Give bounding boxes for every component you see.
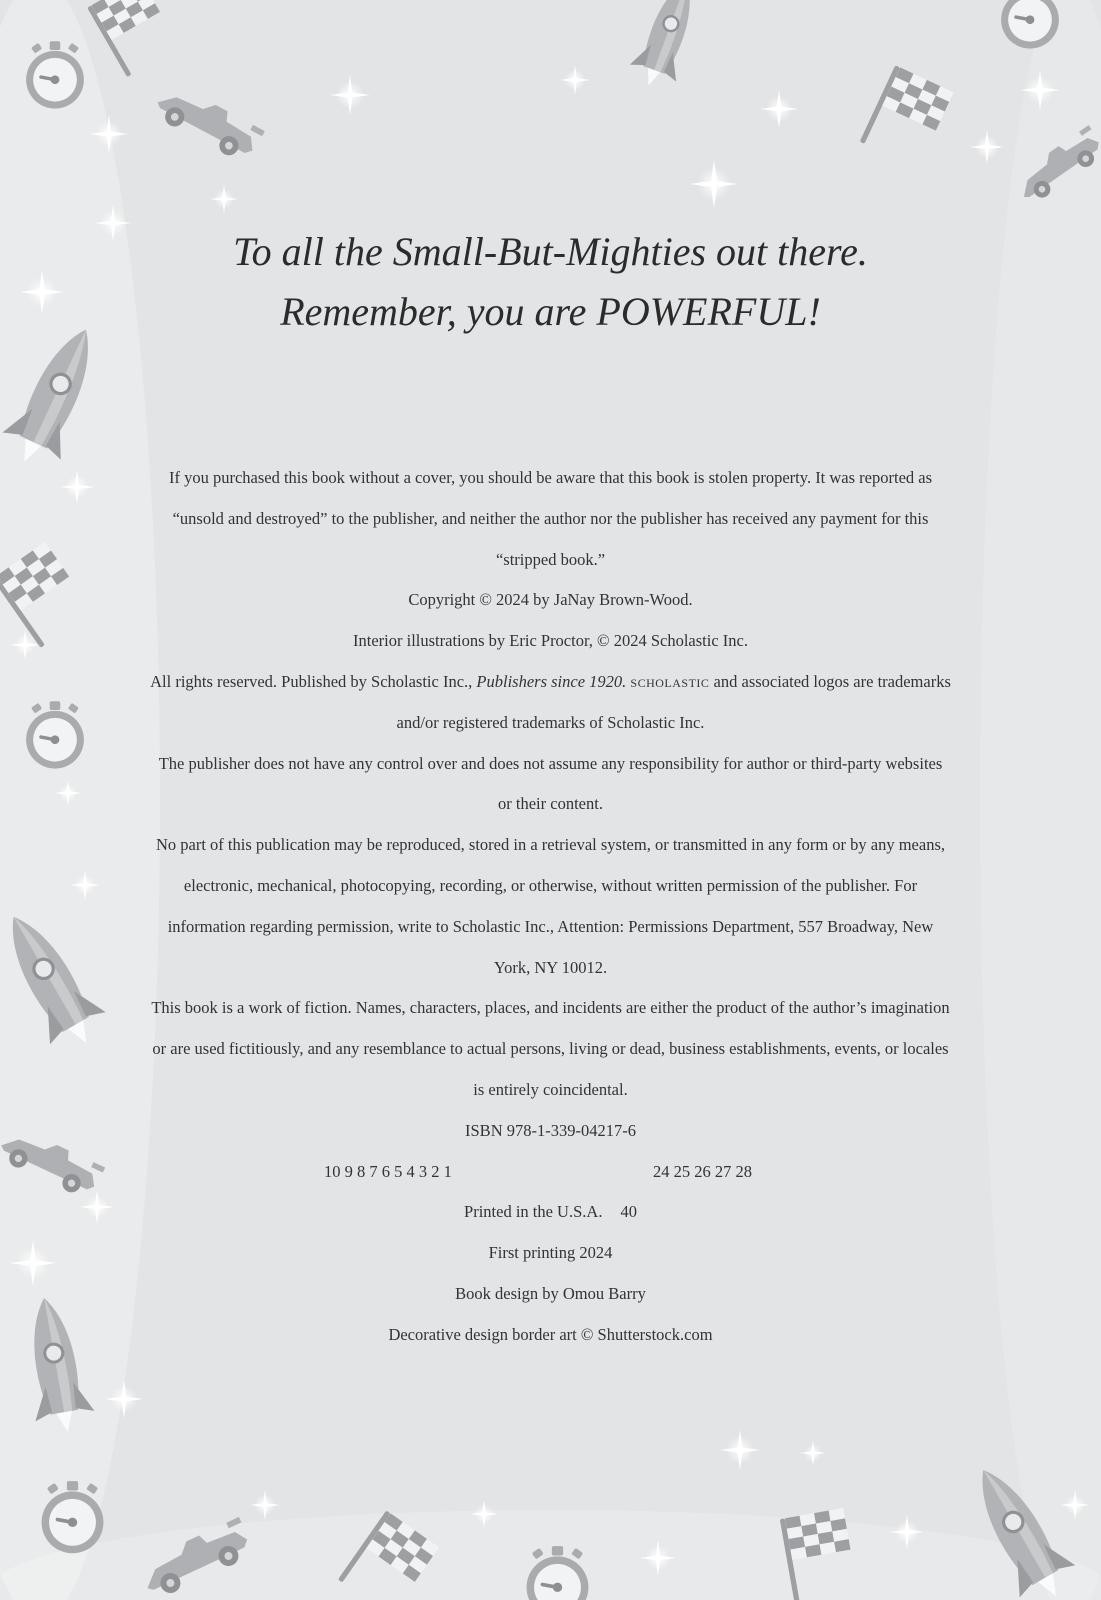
reproduction-notice: No part of this publication may be reproduced, stored in a retrieval system, or transmitted in any form or by any means, electronic, mechanical, photocopying, recording, or otherwise, without written permission of the publisher. For information regarding permission, write to Scholastic Inc., Attention: Permissions Department, 557 Broadway, New York, NY 10012. xyxy=(155,835,946,977)
stopwatch-icon xyxy=(42,1481,104,1553)
stripped-book-notice: If you purchased this book without a cover, you should be aware that this book is stolen property. It was reported as “unsold and destroyed” to the publisher, and neither the author nor the publisher has received any payment for this “stripped book.” xyxy=(168,468,933,569)
book-design-credit: Book design by Omou Barry xyxy=(455,1283,646,1303)
print-line-years: 24 25 26 27 28 xyxy=(653,1161,752,1181)
stopwatch-icon xyxy=(26,701,84,768)
stopwatch-icon xyxy=(26,41,84,108)
copyright-block xyxy=(150,458,951,1356)
first-printing: First printing 2024 xyxy=(488,1243,613,1263)
websites-disclaimer: The publisher does not have any control over and does not assume any responsibility for author or third-party websites or their content. xyxy=(158,753,943,814)
scholastic-trademark: scholastic xyxy=(630,671,710,691)
print-line xyxy=(150,1152,951,1193)
copyright-line: Copyright © 2024 by JaNay Brown-Wood. xyxy=(408,590,693,610)
border-art-credit: Decorative design border art © Shutterstock.com xyxy=(388,1324,713,1344)
printed-in xyxy=(150,1192,951,1233)
print-line-numbers: 10 9 8 7 6 5 4 3 2 1 xyxy=(324,1161,452,1181)
illustrations-credit: Interior illustrations by Eric Proctor, © 2024 Scholastic Inc. xyxy=(353,631,748,651)
printed-country: Printed in the U.S.A. xyxy=(464,1202,603,1222)
dedication-line-2: Remember, you are POWERFUL! xyxy=(280,289,821,334)
dedication xyxy=(0,222,1101,342)
publisher-tagline: Publishers since 1920. xyxy=(476,671,627,691)
stopwatch-icon xyxy=(527,1546,589,1600)
dedication-line-1: To all the Small-But-Mighties out there. xyxy=(233,229,868,274)
isbn: ISBN 978-1-339-04217-6 xyxy=(465,1120,636,1140)
printed-code: 40 xyxy=(620,1202,637,1222)
fiction-disclaimer: This book is a work of fiction. Names, characters, places, and incidents are either the product of the author’s imagination or are used fictitiously, and any resemblance to actual persons, living or dead, business establishments, events, or locales is entirely coincidental. xyxy=(151,998,950,1099)
rights-statement xyxy=(150,662,951,744)
rights-text-2: and associated logos are trademarks and/or registered trademarks of Scholastic Inc. xyxy=(396,671,951,732)
rights-text-1: All rights reserved. Published by Scholastic Inc., xyxy=(150,671,477,691)
